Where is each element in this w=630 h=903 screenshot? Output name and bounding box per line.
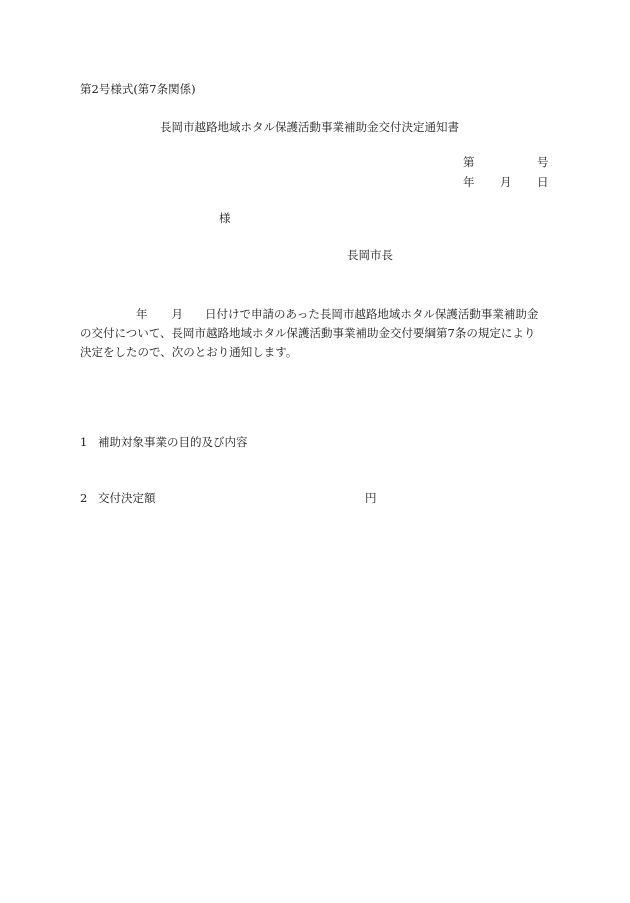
date-year-label: 年: [463, 175, 475, 189]
item-purpose-content: [80, 437, 248, 449]
addressee-honorific: 様: [219, 211, 231, 225]
item-grant-amount: [80, 493, 380, 505]
body-line-1: [80, 305, 550, 324]
date-day-label: 日: [537, 175, 549, 189]
number-suffix: 号: [537, 155, 549, 169]
form-identifier: 第2号様式(第7条関係): [80, 82, 196, 96]
item-2-number: 2: [80, 491, 88, 505]
date-month-label: 月: [500, 175, 512, 189]
body-line-1-text: 日付けで申請のあった長岡市越路地域ホタル保護活動事業補助金: [205, 307, 539, 321]
number-prefix: 第: [463, 155, 475, 169]
item-1-label: 補助対象事業の目的及び内容: [98, 435, 248, 449]
body-line-2: の交付について、長岡市越路地域ホタル保護活動事業補助金交付要綱第7条の規定により: [80, 326, 536, 340]
amount-unit-yen: 円: [365, 491, 377, 505]
body-year-label: 年: [136, 307, 148, 321]
body-month-label: 月: [171, 307, 183, 321]
document-title: 長岡市越路地域ホタル保護活動事業補助金交付決定通知書: [160, 120, 459, 134]
item-2-label: 交付決定額: [98, 491, 156, 505]
body-line-3: 決定をしたので、次のとおり通知します。: [80, 345, 298, 359]
sender-name: 長岡市長: [347, 248, 393, 262]
item-1-number: 1: [80, 435, 88, 449]
notice-body: [80, 305, 550, 362]
